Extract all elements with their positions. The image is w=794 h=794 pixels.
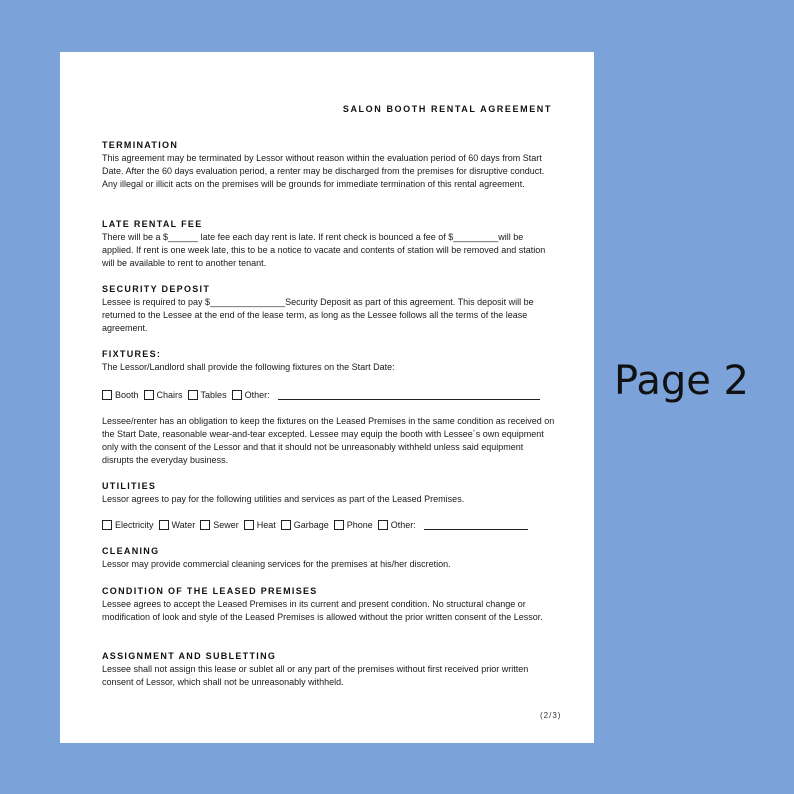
checkbox[interactable] — [102, 390, 112, 400]
option-label: Phone — [346, 520, 373, 530]
utility-option-other[interactable] — [378, 520, 416, 530]
fixtures-section — [102, 348, 557, 374]
utilities-other-field[interactable] — [424, 520, 528, 530]
option-label: Booth — [115, 390, 139, 400]
fixtures-terms-text: Lessee/renter has an obligation to keep the fixtures on the Leased Premises in the same condition as received on the Start Date, reasonable wear-and-tear excepted. Lessee may equip the booth with Lessee´s own equipment only with the consent of the Lessor and that it should not be unreasonably withheld unless said equipment disrupts the everyday business. — [102, 416, 555, 465]
condition-text: Lessee agrees to accept the Leased Premises in its current and present condition. No structural change or modification of look and style of the Leased Premises is allowed without the prior written consent of the Lessor. — [102, 599, 543, 622]
fixtures-intro: The Lessor/Landlord shall provide the following fixtures on the Start Date: — [102, 362, 395, 372]
checkbox[interactable] — [378, 520, 388, 530]
option-label: Tables — [200, 390, 227, 400]
fixture-option-tables[interactable] — [188, 390, 227, 400]
utility-option-water[interactable] — [159, 520, 196, 530]
termination-section — [102, 139, 557, 191]
fixture-option-chairs[interactable] — [144, 390, 183, 400]
page-number: (2/3) — [540, 711, 562, 720]
fixtures-other-field[interactable] — [278, 390, 540, 400]
cleaning-heading: CLEANING — [102, 546, 160, 556]
option-label: Electricity — [115, 520, 154, 530]
checkbox[interactable] — [159, 520, 169, 530]
checkbox[interactable] — [102, 520, 112, 530]
checkbox[interactable] — [281, 520, 291, 530]
option-label: Chairs — [156, 390, 183, 400]
late-rental-fee-text: There will be a $______ late fee each day rent is late. If rent check is bounced a fee of $_________will be applied. If rent is one week late, this to be a notice to vacate and contents of station will be removed and station will be available to rent to another tenant. — [102, 232, 546, 268]
utilities-options — [102, 518, 552, 532]
utility-option-electricity[interactable] — [102, 520, 154, 530]
fixtures-terms — [102, 415, 557, 467]
checkbox[interactable] — [200, 520, 210, 530]
page-label: Page 2 — [614, 358, 749, 404]
utility-option-garbage[interactable] — [281, 520, 329, 530]
option-label: Heat — [256, 520, 276, 530]
assignment-text: Lessee shall not assign this lease or sublet all or any part of the premises without first received prior written consent of Lessor, which shall not be unreasonably withheld. — [102, 664, 529, 687]
checkbox[interactable] — [244, 520, 254, 530]
security-deposit-section — [102, 283, 557, 335]
late-rental-fee-section — [102, 218, 557, 270]
utility-option-phone[interactable] — [334, 520, 373, 530]
utilities-heading: UTILITIES — [102, 481, 157, 491]
fixture-option-booth[interactable] — [102, 390, 139, 400]
termination-heading: TERMINATION — [102, 140, 179, 150]
option-label: Other: — [390, 520, 416, 530]
checkbox[interactable] — [188, 390, 198, 400]
fixtures-options — [102, 388, 552, 402]
checkbox[interactable] — [232, 390, 242, 400]
fixtures-heading: FIXTURES: — [102, 349, 162, 359]
security-deposit-heading: SECURITY DEPOSIT — [102, 284, 211, 294]
option-label: Water — [171, 520, 196, 530]
utilities-section — [102, 480, 557, 506]
utility-option-heat[interactable] — [244, 520, 276, 530]
fixture-option-other[interactable] — [232, 390, 270, 400]
late-rental-fee-heading: LATE RENTAL FEE — [102, 219, 203, 229]
assignment-section — [102, 650, 557, 689]
cleaning-text: Lessor may provide commercial cleaning services for the premises at his/her discretion. — [102, 559, 451, 569]
option-label: Other: — [244, 390, 270, 400]
option-label: Sewer — [213, 520, 239, 530]
assignment-heading: ASSIGNMENT AND SUBLETTING — [102, 651, 277, 661]
document-title: SALON BOOTH RENTAL AGREEMENT — [342, 104, 552, 114]
security-deposit-text: Lessee is required to pay $_______________Security Deposit as part of this agreement. This deposit will be returned to the Lessee at the end of the lease term, as long as the Lessee follows all the terms of the lease agreement. — [102, 297, 534, 333]
condition-heading: CONDITION OF THE LEASED PREMISES — [102, 586, 318, 596]
utilities-intro: Lessor agrees to pay for the following utilities and services as part of the Leased Premises. — [102, 494, 465, 504]
checkbox[interactable] — [144, 390, 154, 400]
condition-section — [102, 585, 557, 624]
option-label: Garbage — [293, 520, 329, 530]
cleaning-section — [102, 545, 557, 571]
document-page — [60, 52, 594, 743]
checkbox[interactable] — [334, 520, 344, 530]
termination-text: This agreement may be terminated by Lessor without reason within the evaluation period of 60 days from Start Date. After the 60 days evaluation period, a renter may be discharged from the premises for disruptive conduct. Any illegal or illicit acts on the premises will be grounds for immediate termination of this rental agreement. — [102, 153, 545, 189]
utility-option-sewer[interactable] — [200, 520, 239, 530]
